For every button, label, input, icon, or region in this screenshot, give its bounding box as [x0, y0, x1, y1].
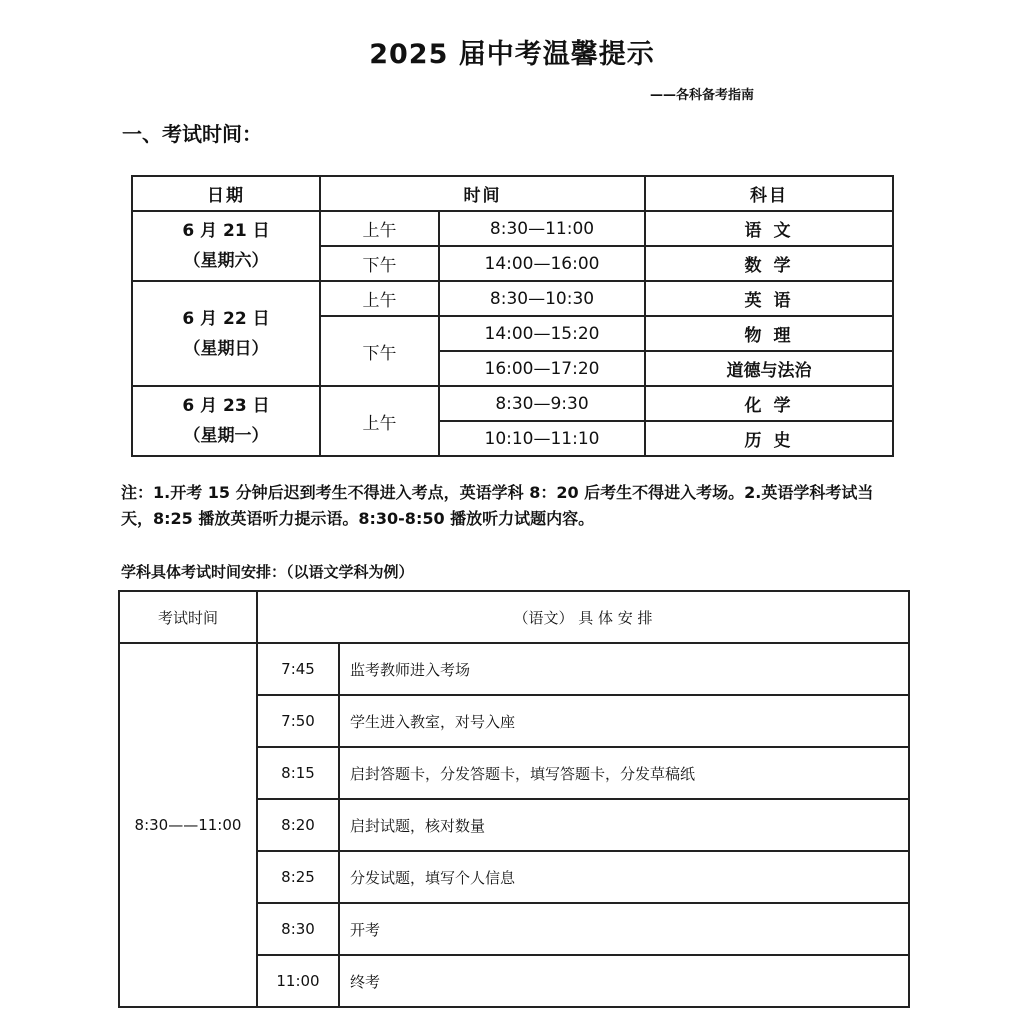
step-time: 8:25 — [257, 851, 339, 903]
table-row — [132, 211, 893, 246]
time-cell: 14:00—16:00 — [439, 246, 645, 281]
time-cell: 8:30—10:30 — [439, 281, 645, 316]
col-header-plan: （语文） 具 体 安 排 — [257, 591, 909, 643]
period-cell: 下午 — [320, 316, 439, 386]
subject-cell: 历 史 — [645, 421, 893, 456]
step-time: 11:00 — [257, 955, 339, 1007]
step-time: 7:45 — [257, 643, 339, 695]
time-cell: 10:10—11:10 — [439, 421, 645, 456]
weekday: （星期日） — [183, 338, 269, 359]
time-cell: 8:30—9:30 — [439, 386, 645, 421]
col-header-time: 时间 — [320, 176, 645, 211]
subtitle: ——各科备考指南 — [650, 88, 755, 103]
step-time: 8:20 — [257, 799, 339, 851]
period-cell: 下午 — [320, 246, 439, 281]
schedule-header-row — [132, 176, 893, 211]
step-time: 7:50 — [257, 695, 339, 747]
detail-caption: 学科具体考试时间安排：（以语文学科为例） — [121, 563, 414, 581]
detail-header-row — [119, 591, 909, 643]
date-cell — [132, 386, 320, 456]
step-time: 8:15 — [257, 747, 339, 799]
table-row — [119, 643, 909, 695]
section-heading-exam-time: 一、考试时间： — [122, 122, 262, 146]
step-text: 终考 — [339, 955, 909, 1007]
step-time: 8:30 — [257, 903, 339, 955]
period-cell: 上午 — [320, 281, 439, 316]
chinese-exam-detail-table — [118, 590, 910, 1008]
step-text: 监考教师进入考场 — [339, 643, 909, 695]
exam-time-cell: 8:30——11:00 — [119, 643, 257, 1007]
date-cell — [132, 281, 320, 386]
subject-cell: 化 学 — [645, 386, 893, 421]
weekday: （星期一） — [183, 426, 269, 446]
date: 6 月 21 日 — [182, 221, 270, 241]
subject-cell: 英 语 — [645, 281, 893, 316]
step-text: 启封试题，核对数量 — [339, 799, 909, 851]
period-cell: 上午 — [320, 386, 439, 456]
exam-schedule-table — [131, 175, 894, 457]
step-text: 学生进入教室，对号入座 — [339, 695, 909, 747]
date: 6 月 22 日 — [182, 308, 270, 329]
time-cell: 8:30—11:00 — [439, 211, 645, 246]
table-row — [132, 386, 893, 421]
time-cell: 16:00—17:20 — [439, 351, 645, 386]
subject-cell: 语 文 — [645, 211, 893, 246]
subject-cell: 道德与法治 — [645, 351, 893, 386]
col-header-date: 日期 — [132, 176, 320, 211]
step-text: 分发试题，填写个人信息 — [339, 851, 909, 903]
step-text: 启封答题卡，分发答题卡，填写答题卡，分发草稿纸 — [339, 747, 909, 799]
subject-cell: 物 理 — [645, 316, 893, 351]
time-cell: 14:00—15:20 — [439, 316, 645, 351]
table-row — [132, 281, 893, 316]
exam-note: 注：1.开考 15 分钟后迟到考生不得进入考点，英语学科 8：20 后考生不得进入考场。2.英语学科考试当天，8:25 播放英语听力提示语。8:30-8:50 播放听力试题内容。 — [121, 483, 874, 528]
period-cell: 上午 — [320, 211, 439, 246]
date-cell — [132, 211, 320, 281]
step-text: 开考 — [339, 903, 909, 955]
subject-cell: 数 学 — [645, 246, 893, 281]
col-header-subject: 科目 — [645, 176, 893, 211]
page-title: 2025 届中考温馨提示 — [369, 39, 655, 70]
date: 6 月 23 日 — [182, 396, 270, 416]
col-header-exam-time: 考试时间 — [119, 591, 257, 643]
weekday: （星期六） — [183, 251, 269, 271]
